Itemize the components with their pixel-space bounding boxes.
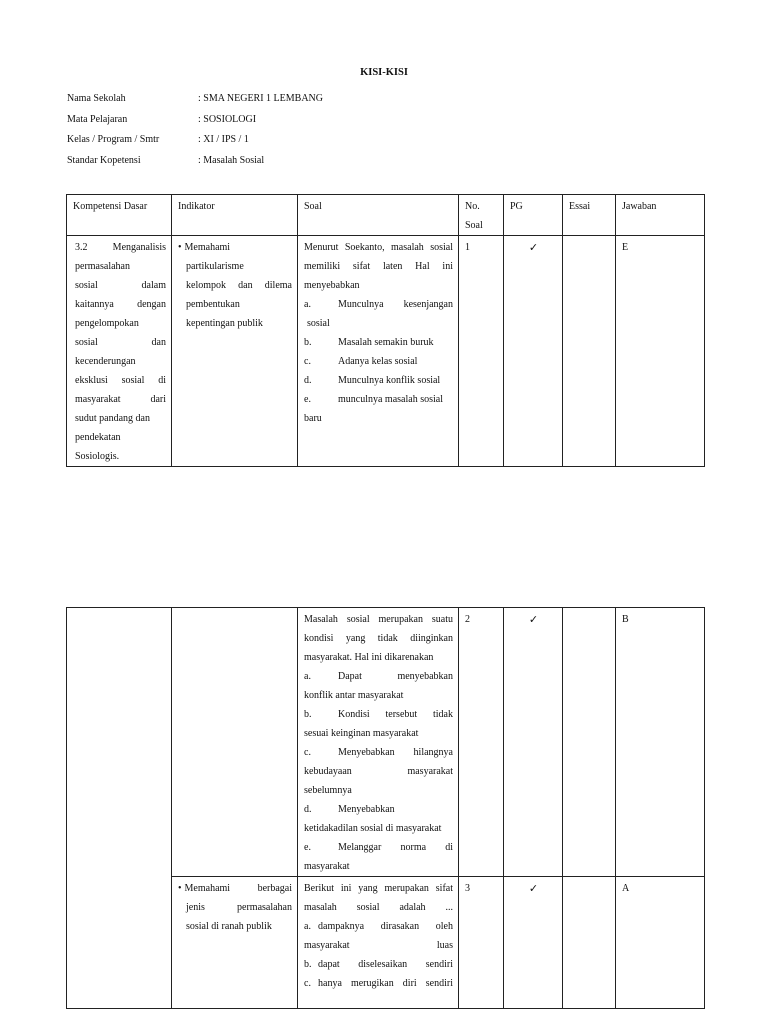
- option-text: Kondisi tersebut tidak: [338, 709, 453, 720]
- option-text: Adanya kelas sosial: [338, 356, 418, 367]
- option-text-cont: sesuai keinginan masyarakat: [304, 728, 419, 739]
- jawaban-cell: A: [616, 877, 705, 1009]
- kd-line: kaitannya dengan: [75, 299, 166, 310]
- header-pg: PG: [504, 195, 563, 236]
- kd-line: masyarakat dari: [75, 394, 166, 405]
- indikator-cell: [172, 236, 298, 467]
- no-soal-cell: 2: [459, 608, 504, 877]
- option-text: munculnya masalah sosial: [338, 394, 443, 405]
- indikator-line: • Memahami: [178, 238, 292, 257]
- essai-cell: [563, 877, 616, 1009]
- soal-cell: [298, 608, 459, 877]
- kd-line: permasalahan: [75, 261, 130, 272]
- table-row: [67, 608, 705, 877]
- info-label: Mata Pelajaran: [67, 113, 128, 125]
- option-d: [304, 371, 453, 390]
- option-text-cont: kebudayaan masyarakat: [304, 766, 453, 777]
- kd-line: sosial dalam: [75, 280, 166, 291]
- option-letter: b.: [304, 337, 312, 348]
- info-label: Nama Sekolah: [67, 93, 126, 104]
- soal-stem-line: masyarakat. Hal ini dikarenakan: [304, 652, 434, 663]
- option-letter: c.: [304, 747, 311, 758]
- option-text: Munculnya konflik sosial: [338, 375, 441, 386]
- header-soal: Soal: [298, 195, 459, 236]
- indikator-cell: [172, 877, 298, 1009]
- option-e: [304, 390, 453, 409]
- school-info: [67, 93, 323, 175]
- option-text: Melanggar norma di: [338, 842, 453, 853]
- option-b: [304, 955, 453, 974]
- info-value: : XI / IPS / 1: [198, 134, 249, 145]
- option-c: [304, 352, 453, 371]
- header-essai: Essai: [563, 195, 616, 236]
- info-label: Standar Kopetensi: [67, 154, 141, 166]
- header-row: [67, 195, 705, 236]
- kompetensi-dasar-cell: [67, 608, 172, 1009]
- option-c: [304, 974, 453, 993]
- check-icon: ✓: [528, 613, 539, 626]
- option-d: [304, 800, 453, 819]
- option-c: [304, 743, 453, 762]
- header-no-a: No.: [465, 201, 480, 212]
- header-no-b: Soal: [465, 220, 483, 231]
- no-soal-cell: 3: [459, 877, 504, 1009]
- info-value: : SMA NEGERI 1 LEMBANG: [198, 93, 324, 104]
- option-letter: b.: [304, 959, 312, 970]
- info-value: : Masalah Sosial: [198, 154, 265, 166]
- option-text: hanya merugikan diri sendiri: [318, 978, 453, 989]
- jawaban-cell: E: [616, 236, 705, 467]
- soal-stem-line: memiliki sifat laten Hal ini: [304, 261, 453, 272]
- option-b: [304, 333, 453, 352]
- option-text-cont: sebelumnya: [304, 785, 352, 796]
- option-text: Menyebabkan: [338, 804, 395, 815]
- option-letter: a.: [304, 671, 311, 682]
- option-text: Dapat menyebabkan: [338, 671, 453, 682]
- header-indikator: Indikator: [172, 195, 298, 236]
- kd-line: sosial dan: [75, 337, 166, 348]
- option-letter: d.: [304, 375, 312, 386]
- option-text-cont: masyarakat luas: [304, 940, 453, 951]
- option-text: Menyebabkan hilangnya: [338, 747, 453, 758]
- option-text: dampaknya dirasakan oleh: [318, 921, 453, 932]
- indikator-line: kepentingan publik: [186, 318, 263, 329]
- soal-cell: [298, 236, 459, 467]
- option-text-cont: masyarakat: [304, 861, 350, 872]
- info-value: : SOSIOLOGI: [198, 113, 257, 125]
- indikator-line: kelompok dan dilema: [186, 280, 292, 291]
- info-label: Kelas / Program / Smtr: [67, 134, 160, 145]
- table-row: [67, 236, 705, 467]
- soal-stem-line: Masalah sosial merupakan suatu: [304, 614, 453, 625]
- indikator-cell: [172, 608, 298, 877]
- info-row: [67, 114, 323, 135]
- option-letter: b.: [304, 709, 312, 720]
- indikator-line: • Memahami berbagai: [178, 879, 292, 898]
- kd-line: pendekatan: [75, 432, 121, 443]
- header-no-soal: [459, 195, 504, 236]
- option-letter: a.: [304, 921, 311, 932]
- grid-table-1: [66, 194, 705, 467]
- header-kd: Kompetensi Dasar: [67, 195, 172, 236]
- indikator-line: sosial di ranah publik: [186, 921, 272, 932]
- option-text: dapat diselesaikan sendiri: [318, 959, 453, 970]
- indikator-line: jenis permasalahan: [186, 902, 292, 913]
- option-letter: e.: [304, 842, 311, 853]
- option-letter: a.: [304, 299, 311, 310]
- option-a: [304, 667, 453, 686]
- pg-cell: [504, 877, 563, 1009]
- kompetensi-dasar-cell: [67, 236, 172, 467]
- soal-cell: [298, 877, 459, 1009]
- no-soal-cell: 1: [459, 236, 504, 467]
- info-row: [67, 155, 323, 176]
- soal-stem-line: kondisi yang tidak diinginkan: [304, 633, 453, 644]
- option-text: Munculnya kesenjangan: [338, 299, 453, 310]
- kd-line: kecenderungan: [75, 356, 136, 367]
- option-letter: e.: [304, 394, 311, 405]
- indikator-line: partikularisme: [186, 261, 244, 272]
- indikator-line: pembentukan: [186, 299, 240, 310]
- option-a: [304, 917, 453, 936]
- info-row: [67, 134, 323, 155]
- essai-cell: [563, 236, 616, 467]
- header-jawaban: Jawaban: [616, 195, 705, 236]
- info-row: [67, 93, 323, 114]
- option-text: Masalah semakin buruk: [338, 337, 434, 348]
- option-text-cont: ketidakadilan sosial di masyarakat: [304, 823, 442, 834]
- pg-cell: [504, 608, 563, 877]
- jawaban-cell: B: [616, 608, 705, 877]
- kd-line: eksklusi sosial di: [75, 375, 166, 386]
- option-letter: c.: [304, 356, 311, 367]
- kd-line: 3.2 Menganalisis: [75, 242, 166, 253]
- soal-stem-line: Berikut ini yang merupakan sifat: [304, 883, 453, 894]
- soal-stem-line: menyebabkan: [304, 280, 360, 291]
- document-title: KISI-KISI: [360, 67, 408, 78]
- option-b: [304, 705, 453, 724]
- option-letter: c.: [304, 978, 311, 989]
- option-a: [304, 295, 453, 314]
- kd-line: Sosiologis.: [75, 451, 120, 462]
- essai-cell: [563, 608, 616, 877]
- option-e: [304, 838, 453, 857]
- pg-cell: [504, 236, 563, 467]
- grid-table-2: [66, 607, 705, 1009]
- option-text-cont: konflik antar masyarakat: [304, 690, 404, 701]
- soal-stem-line: masalah sosial adalah ...: [304, 902, 453, 913]
- kd-line: sudut pandang dan: [75, 413, 150, 424]
- option-text-cont: sosial: [307, 318, 330, 329]
- check-icon: ✓: [528, 882, 539, 895]
- option-text-cont: baru: [304, 413, 322, 424]
- check-icon: ✓: [528, 241, 539, 254]
- soal-stem-line: Menurut Soekanto, masalah sosial: [304, 242, 453, 253]
- kd-line: pengelompokan: [75, 318, 139, 329]
- option-letter: d.: [304, 804, 312, 815]
